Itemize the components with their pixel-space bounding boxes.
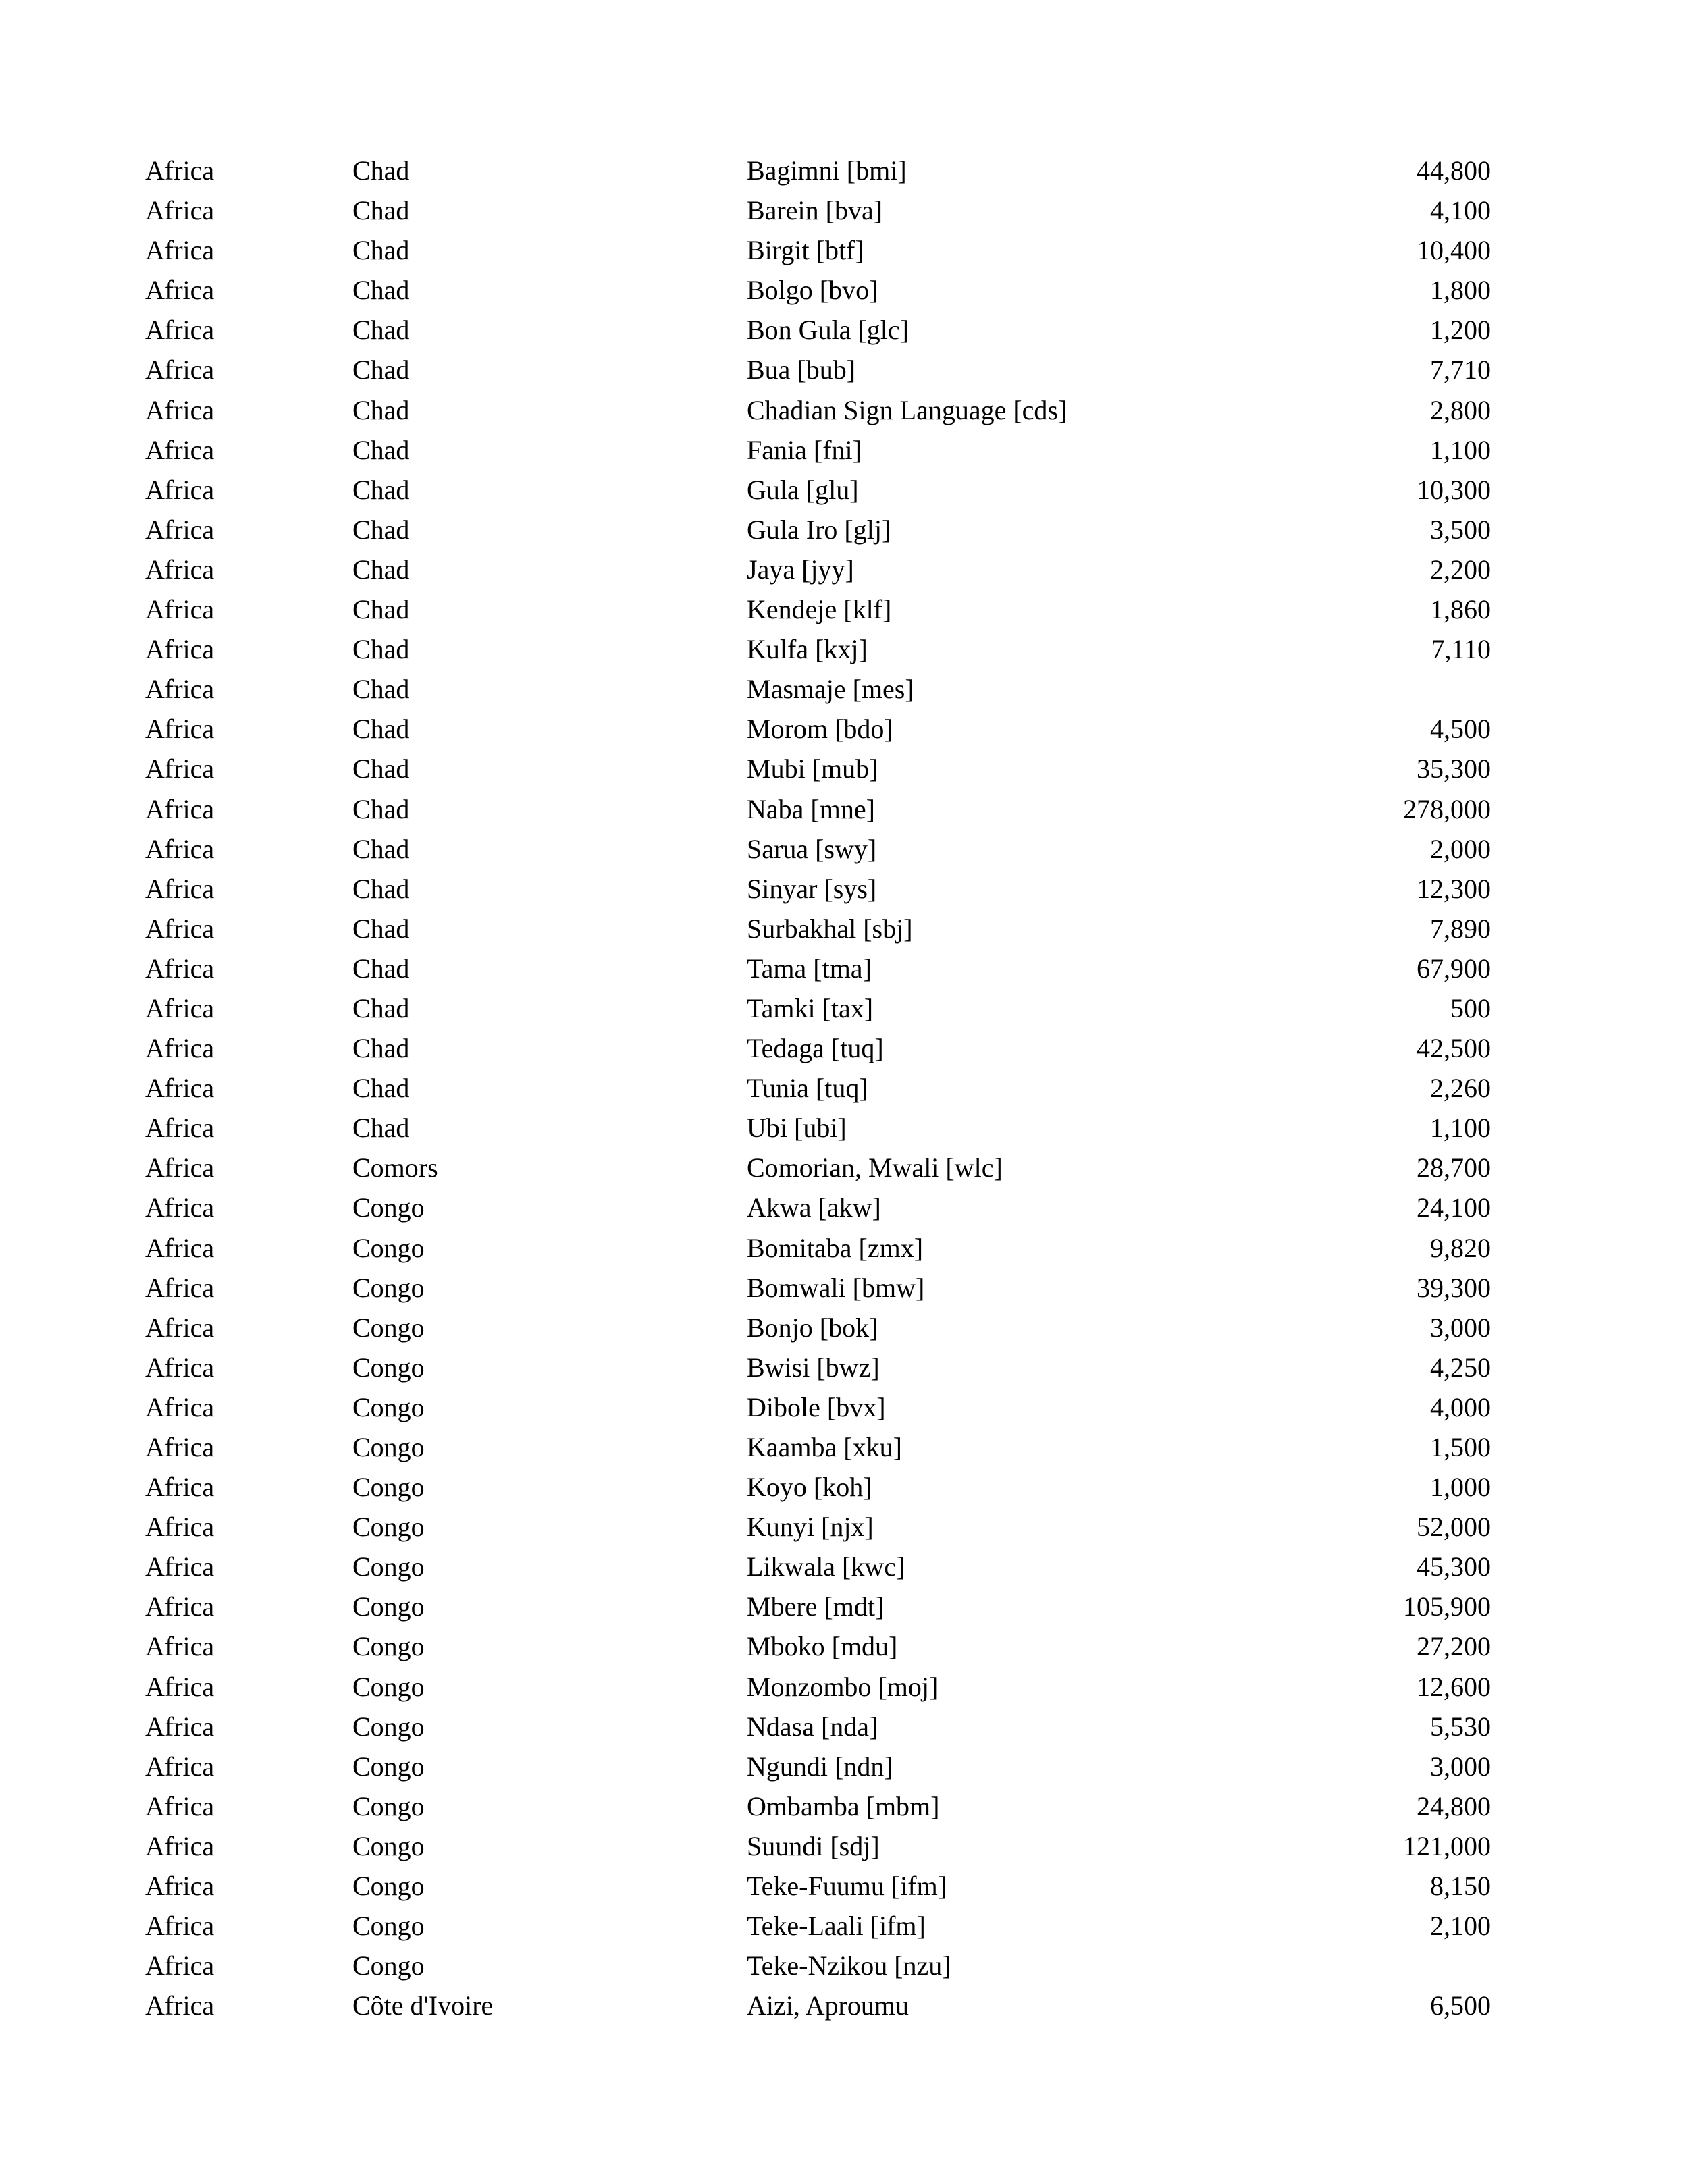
population-cell: 24,100 [1417,1192,1491,1223]
language-cell: Kunyi [njx] [747,1512,874,1543]
table-row [0,510,1688,550]
population-cell: 4,250 [1430,1352,1491,1383]
region-cell: Africa [145,1671,215,1702]
country-cell: Chad [352,1113,410,1144]
region-cell: Africa [145,1192,215,1223]
table-row [0,1747,1688,1786]
region-cell: Africa [145,1751,215,1782]
population-cell: 8,150 [1430,1871,1491,1902]
population-cell: 121,000 [1403,1830,1491,1861]
language-cell: Surbakhal [sbj] [747,913,913,944]
region-cell: Africa [145,275,215,306]
country-cell: Congo [352,1432,425,1462]
country-cell: Chad [352,674,410,705]
country-cell: Chad [352,913,410,944]
table-row [0,1507,1688,1547]
language-cell: Bomwali [bmw] [747,1272,925,1303]
region-cell: Africa [145,1911,215,1942]
table-row [0,1387,1688,1427]
language-cell: Koyo [koh] [747,1472,872,1503]
language-cell: Kulfa [kxj] [747,634,868,665]
region-cell: Africa [145,793,215,824]
table-row [0,390,1688,430]
table-row [0,1547,1688,1587]
population-cell: 7,890 [1430,913,1491,944]
language-cell: Birgit [btf] [747,235,864,266]
country-cell: Chad [352,793,410,824]
country-cell: Chad [352,1073,410,1104]
country-cell: Congo [352,1312,425,1343]
population-cell: 7,110 [1431,634,1491,665]
region-cell: Africa [145,1790,215,1821]
region-cell: Africa [145,1871,215,1902]
country-cell: Chad [352,634,410,665]
country-cell: Chad [352,833,410,864]
table-row [0,190,1688,230]
population-cell: 105,900 [1403,1591,1491,1622]
country-cell: Chad [352,275,410,306]
language-cell: Fania [fni] [747,434,862,465]
population-cell: 2,260 [1430,1073,1491,1104]
table-row [0,988,1688,1028]
region-cell: Africa [145,1272,215,1303]
country-cell: Chad [352,195,410,226]
population-cell: 1,000 [1430,1472,1491,1503]
region-cell: Africa [145,1312,215,1343]
region-cell: Africa [145,1033,215,1064]
region-cell: Africa [145,1352,215,1383]
country-cell: Congo [352,1911,425,1942]
population-cell: 1,800 [1430,275,1491,306]
population-cell: 3,000 [1430,1312,1491,1343]
population-cell: 2,100 [1430,1911,1491,1942]
language-cell: Tamki [tax] [747,992,874,1023]
table-row [0,1268,1688,1308]
language-cell: Tedaga [tuq] [747,1033,884,1064]
country-cell: Congo [352,1950,425,1981]
language-cell: Tama [tma] [747,953,872,984]
country-cell: Comors [352,1152,438,1183]
language-cell: Comorian, Mwali [wlc] [747,1152,1003,1183]
country-cell: Congo [352,1192,425,1223]
country-cell: Congo [352,1512,425,1543]
country-cell: Congo [352,1391,425,1422]
region-cell: Africa [145,1152,215,1183]
region-cell: Africa [145,1232,215,1263]
country-cell: Chad [352,753,410,784]
country-cell: Chad [352,155,410,186]
population-cell: 1,100 [1430,434,1491,465]
table-row [0,1228,1688,1268]
country-cell: Congo [352,1671,425,1702]
table-row [0,1986,1688,2025]
country-cell: Chad [352,315,410,346]
table-row [0,909,1688,949]
population-cell: 1,500 [1430,1432,1491,1462]
language-cell: Ndasa [nda] [747,1711,878,1742]
table-row [0,1587,1688,1626]
country-cell: Chad [352,873,410,904]
region-cell: Africa [145,992,215,1023]
population-cell: 10,400 [1417,235,1491,266]
language-cell: Dibole [bvx] [747,1391,886,1422]
language-cell: Ubi [ubi] [747,1113,847,1144]
population-cell: 500 [1450,992,1491,1023]
population-cell: 27,200 [1417,1631,1491,1662]
table-row [0,1707,1688,1747]
table-row [0,1946,1688,1986]
country-cell: Congo [352,1352,425,1383]
language-cell: Kaamba [xku] [747,1432,902,1462]
population-cell: 52,000 [1417,1512,1491,1543]
language-cell: Jaya [jyy] [747,554,854,585]
country-cell: Congo [352,1711,425,1742]
table-row [0,869,1688,909]
country-cell: Congo [352,1551,425,1582]
table-row [0,1866,1688,1906]
region-cell: Africa [145,1113,215,1144]
language-cell: Sarua [swy] [747,833,877,864]
table-row [0,151,1688,190]
region-cell: Africa [145,434,215,465]
region-cell: Africa [145,235,215,266]
country-cell: Chad [352,594,410,625]
country-cell: Chad [352,992,410,1023]
language-cell: Mbere [mdt] [747,1591,885,1622]
table-row [0,310,1688,350]
table-row [0,1108,1688,1148]
population-cell: 44,800 [1417,155,1491,186]
language-cell: Teke-Nzikou [nzu] [747,1950,951,1981]
population-cell: 278,000 [1403,793,1491,824]
table-row [0,1667,1688,1707]
region-cell: Africa [145,1711,215,1742]
region-cell: Africa [145,1073,215,1104]
language-cell: Tunia [tuq] [747,1073,868,1104]
population-cell: 7,710 [1430,354,1491,385]
table-row [0,709,1688,749]
population-cell: 2,800 [1430,394,1491,425]
region-cell: Africa [145,354,215,385]
region-cell: Africa [145,474,215,505]
table-row [0,350,1688,390]
country-cell: Chad [352,474,410,505]
language-cell: Ngundi [ndn] [747,1751,893,1782]
region-cell: Africa [145,953,215,984]
region-cell: Africa [145,1950,215,1981]
region-cell: Africa [145,833,215,864]
population-cell: 35,300 [1417,753,1491,784]
language-cell: Bomitaba [zmx] [747,1232,924,1263]
population-cell: 4,100 [1430,195,1491,226]
country-cell: Congo [352,1830,425,1861]
region-cell: Africa [145,674,215,705]
table-row [0,629,1688,669]
region-cell: Africa [145,714,215,745]
population-cell: 6,500 [1430,1990,1491,2021]
language-cell: Sinyar [sys] [747,873,877,904]
country-cell: Chad [352,1033,410,1064]
population-cell: 12,300 [1417,873,1491,904]
population-cell: 39,300 [1417,1272,1491,1303]
population-cell: 1,100 [1430,1113,1491,1144]
table-row [0,1028,1688,1068]
country-cell: Côte d'Ivoire [352,1990,494,2021]
language-cell: Chadian Sign Language [cds] [747,394,1067,425]
table-row [0,1308,1688,1348]
region-cell: Africa [145,594,215,625]
table-row [0,749,1688,789]
population-cell: 9,820 [1430,1232,1491,1263]
region-cell: Africa [145,195,215,226]
language-cell: Barein [bva] [747,195,883,226]
region-cell: Africa [145,1391,215,1422]
population-cell: 4,000 [1430,1391,1491,1422]
language-cell: Bua [bub] [747,354,856,385]
population-cell: 24,800 [1417,1790,1491,1821]
country-cell: Congo [352,1472,425,1503]
population-cell: 2,000 [1430,833,1491,864]
table-row [0,1148,1688,1188]
table-row [0,1626,1688,1666]
country-cell: Congo [352,1871,425,1902]
country-cell: Chad [352,554,410,585]
country-cell: Chad [352,235,410,266]
population-cell: 3,500 [1430,514,1491,545]
population-cell: 42,500 [1417,1033,1491,1064]
region-cell: Africa [145,1432,215,1462]
table-row [0,949,1688,988]
region-cell: Africa [145,913,215,944]
region-cell: Africa [145,634,215,665]
language-cell: Likwala [kwc] [747,1551,905,1582]
table-row [0,1068,1688,1108]
table-row [0,1467,1688,1507]
language-cell: Suundi [sdj] [747,1830,880,1861]
region-cell: Africa [145,514,215,545]
table-row [0,829,1688,869]
table-row [0,1348,1688,1387]
population-cell: 1,200 [1430,315,1491,346]
population-cell: 45,300 [1417,1551,1491,1582]
language-cell: Bon Gula [glc] [747,315,909,346]
country-cell: Chad [352,394,410,425]
population-cell: 2,200 [1430,554,1491,585]
country-cell: Chad [352,514,410,545]
language-cell: Mboko [mdu] [747,1631,898,1662]
population-cell: 1,860 [1430,594,1491,625]
country-cell: Chad [352,714,410,745]
language-cell: Masmaje [mes] [747,674,914,705]
country-cell: Chad [352,354,410,385]
population-cell: 3,000 [1430,1751,1491,1782]
population-cell: 5,530 [1430,1711,1491,1742]
language-cell: Aizi, Aproumu [747,1990,909,2021]
table-row [0,669,1688,709]
table-row [0,1906,1688,1946]
country-cell: Congo [352,1272,425,1303]
language-cell: Kendeje [klf] [747,594,892,625]
language-cell: Teke-Fuumu [ifm] [747,1871,947,1902]
population-cell: 12,600 [1417,1671,1491,1702]
table-row [0,230,1688,270]
population-cell: 10,300 [1417,474,1491,505]
region-cell: Africa [145,155,215,186]
population-cell: 67,900 [1417,953,1491,984]
population-cell: 4,500 [1430,714,1491,745]
language-cell: Mubi [mub] [747,753,878,784]
region-cell: Africa [145,753,215,784]
region-cell: Africa [145,1990,215,2021]
table-row [0,430,1688,470]
language-cell: Ombamba [mbm] [747,1790,940,1821]
language-cell: Morom [bdo] [747,714,893,745]
language-table [0,151,1688,2025]
language-cell: Bagimni [bmi] [747,155,907,186]
table-row [0,1188,1688,1227]
region-cell: Africa [145,873,215,904]
country-cell: Chad [352,953,410,984]
language-cell: Bolgo [bvo] [747,275,878,306]
table-row [0,589,1688,629]
language-cell: Teke-Laali [ifm] [747,1911,926,1942]
country-cell: Congo [352,1790,425,1821]
language-cell: Naba [mne] [747,793,875,824]
language-cell: Bonjo [bok] [747,1312,878,1343]
language-cell: Akwa [akw] [747,1192,881,1223]
table-row [0,789,1688,829]
region-cell: Africa [145,394,215,425]
country-cell: Congo [352,1751,425,1782]
table-row [0,1427,1688,1467]
table-row [0,1786,1688,1826]
region-cell: Africa [145,554,215,585]
language-cell: Monzombo [moj] [747,1671,939,1702]
country-cell: Congo [352,1631,425,1662]
region-cell: Africa [145,1551,215,1582]
language-cell: Bwisi [bwz] [747,1352,880,1383]
region-cell: Africa [145,1830,215,1861]
language-cell: Gula Iro [glj] [747,514,891,545]
language-cell: Gula [glu] [747,474,859,505]
country-cell: Congo [352,1591,425,1622]
table-row [0,1826,1688,1866]
region-cell: Africa [145,1512,215,1543]
region-cell: Africa [145,315,215,346]
population-cell: 28,700 [1417,1152,1491,1183]
region-cell: Africa [145,1591,215,1622]
region-cell: Africa [145,1631,215,1662]
region-cell: Africa [145,1472,215,1503]
country-cell: Congo [352,1232,425,1263]
table-row [0,470,1688,510]
country-cell: Chad [352,434,410,465]
table-row [0,270,1688,310]
table-row [0,550,1688,589]
